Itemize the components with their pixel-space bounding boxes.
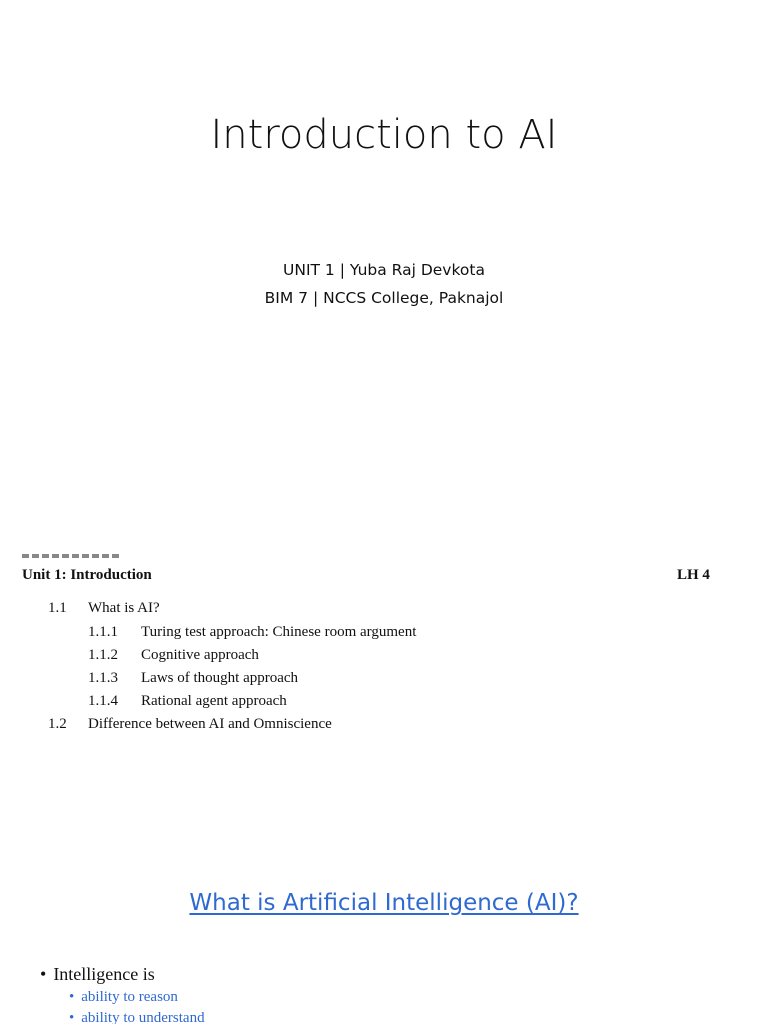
toc-text: Cognitive approach (141, 647, 259, 663)
slide-title: Introduction to AI (210, 112, 558, 158)
sub-bullet-item (69, 989, 178, 1006)
lecture-hours: LH 4 (677, 567, 710, 583)
toc-text: Laws of thought approach (141, 670, 299, 686)
sub-bullet-text: ability to reason (81, 989, 178, 1005)
bullet-item (40, 964, 155, 985)
toc-text: What is AI? (88, 600, 160, 616)
toc-number: 1.1.3 (88, 670, 118, 686)
toc-number: 1.1 (48, 600, 67, 616)
bullet-dot-icon: • (69, 1010, 75, 1024)
subtitle-line-author: UNIT 1 | Yuba Raj Devkota (283, 261, 485, 279)
toc-number: 1.2 (48, 716, 67, 732)
toc-number: 1.1.1 (88, 624, 118, 640)
toc-text: Rational agent approach (141, 693, 287, 709)
syllabus-excerpt (0, 548, 768, 748)
toc-text: Turing test approach: Chinese room argument (141, 624, 417, 640)
slide-subtitle (0, 256, 768, 312)
toc-text: Difference between AI and Omniscience (88, 716, 332, 732)
sub-bullet-text: ability to understand (81, 1010, 205, 1024)
section-title: What is Artificial Intelligence (AI)? (189, 890, 579, 916)
bullet-text: Intelligence is (53, 964, 155, 984)
bullet-dot-icon: • (40, 964, 47, 984)
cropped-text-fragment (22, 554, 122, 558)
toc-number: 1.1.2 (88, 647, 118, 663)
sub-bullet-item (69, 1010, 205, 1024)
subtitle-line-college: BIM 7 | NCCS College, Paknajol (264, 289, 504, 307)
unit-heading: Unit 1: Introduction (22, 567, 152, 583)
bullet-dot-icon: • (69, 989, 75, 1005)
toc-number: 1.1.4 (88, 693, 118, 709)
